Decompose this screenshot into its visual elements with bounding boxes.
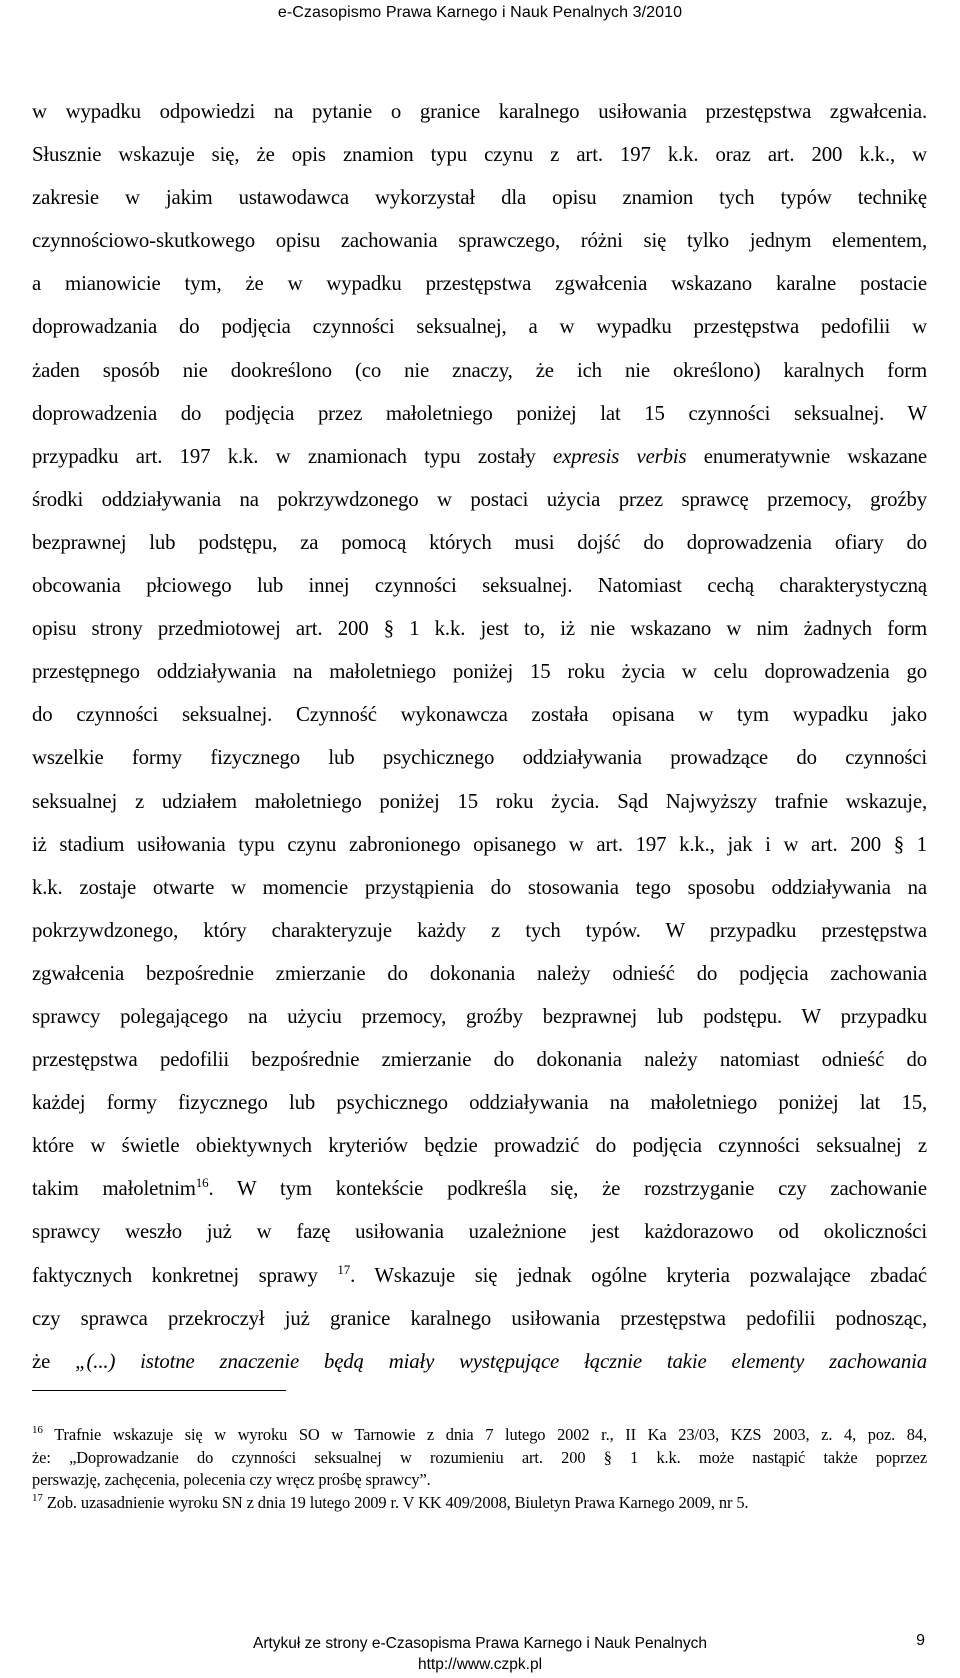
body-line-12: obcowania płciowego lub innej czynności seksualnej. Natomiast cechą charakterystyczną [32,574,927,598]
quoted-italic-text: „(...) istotne znaczenie będą miały występujące łącznie takie elementy zachowania [75,1349,927,1373]
body-line-9 [32,435,927,478]
footnote-separator [32,1390,286,1391]
body-line-30 [32,1340,927,1383]
journal-header: e-Czasopismo Prawa Karnego i Nauk Penalnych 3/2010 [277,4,683,21]
body-line-10: środki oddziaływania na pokrzywdzonego w postaci użycia przez sprawcę przemocy, groźby [32,487,927,511]
article-body [32,90,927,1383]
body-line-26 [32,1167,927,1210]
footnote-ref-16[interactable]: 16 [195,1175,209,1191]
footnote-16-line-3: perswazję, zachęcenia, polecenia czy wręcz prośbę sprawcy”. [32,1470,431,1489]
line26-text-after: . W tym kontekście podkreśla się, że rozstrzyganie czy zachowanie [208,1177,928,1201]
body-line-19: k.k. zostaje otwarte w momencie przystąpienia do stosowania tego sposobu oddziaływania na [32,875,927,899]
body-line-16: wszelkie formy fizycznego lub psychicznego oddziaływania prowadzące do czynności [32,746,927,770]
line26-text-before: takim małoletnim [32,1177,196,1201]
footnote-16-text-1: Trafnie wskazuje się w wyroku SO w Tarnowie z dnia 7 lutego 2002 r., II Ka 23/03, KZS 2003, z. 4, poz. 84, [54,1425,927,1444]
footnote-17-number: 17 [32,1491,43,1504]
line30-text-before: że [32,1349,76,1373]
body-line-3: zakresie w jakim ustawodawca wykorzystał dla opisu znamion tych typów technikę [32,186,927,210]
body-line-17: seksualnej z udziałem małoletniego poniżej 15 roku życia. Sąd Najwyższy trafnie wskazuje, [32,789,927,813]
footnote-16-number: 16 [32,1424,43,1436]
footer-source: Artykuł ze strony e-Czasopisma Prawa Karnego i Nauk Penalnych [252,1635,707,1652]
body-line-21: zgwałcenia bezpośrednie zmierzanie do dokonania należy odnieść do podjęcia zachowania [32,961,927,985]
body-line-14: przestępnego oddziaływania na małoletniego poniżej 15 roku życia w celu doprowadzenia go [32,660,927,684]
body-line-29: czy sprawca przekroczył już granice karalnego usiłowania przestępstwa pedofilii podnosząc, [32,1306,927,1330]
body-line-13: opisu strony przedmiotowej art. 200 § 1 k.k. jest to, iż nie wskazano w nim żadnych form [32,617,927,641]
body-line-4: czynnościowo-skutkowego opisu zachowania sprawczego, różni się tylko jednym elementem, [32,229,927,253]
body-line-27: sprawcy weszło już w fazę usiłowania uzależnione jest każdorazowo od okoliczności [32,1220,927,1244]
body-line-22: sprawcy polegającego na użyciu przemocy, groźby bezprawnej lub podstępu. W przypadku [32,1004,927,1028]
body-line-8: doprowadzenia do podjęcia przez małoletniego poniżej lat 15 czynności seksualnej. W [32,401,927,425]
body-line-7: żaden sposób nie dookreślono (co nie znaczy, że ich nie określono) karalnych form [32,358,927,382]
body-line-2: Słusznie wskazuje się, że opis znamion typu czynu z art. 197 k.k. oraz art. 200 k.k., w [32,143,927,167]
footnote-17-text-1: Zob. uzasadnienie wyroku SN z dnia 19 lutego 2009 r. V KK 409/2008, Biuletyn Prawa Karnego 2009, nr 5. [46,1492,749,1512]
footnote-16-line-1 [32,1424,927,1447]
footnote-ref-17[interactable]: 17 [337,1261,351,1277]
body-line-11: bezprawnej lub podstępu, za pomocą których musi dojść do doprowadzenia ofiary do [32,530,927,554]
footnote-16-line-2: że: „Doprowadzanie do czynności seksualnej w rozumieniu art. 200 § 1 k.k. może nastąpić także poprzez [32,1447,927,1467]
body-line-28 [32,1254,927,1297]
line28-text-before: faktycznych konkretnej sprawy [32,1263,338,1287]
body-line-23: przestępstwa pedofilii bezpośrednie zmierzanie do dokonania należy natomiast odnieść do [32,1048,927,1072]
footnote-17-line-1 [32,1492,927,1515]
line9-text-after: enumeratywnie wskazane [686,444,927,468]
body-line-24: każdej formy fizycznego lub psychicznego oddziaływania na małoletniego poniżej lat 15, [32,1091,927,1115]
body-line-20: pokrzywdzonego, który charakteryzuje każdy z tych typów. W przypadku przestępstwa [32,918,927,942]
body-line-6: doprowadzania do podjęcia czynności seksualnej, a w wypadku przestępstwa pedofilii w [32,315,927,339]
body-line-18: iż stadium usiłowania typu czynu zabronionego opisanego w art. 197 k.k., jak i w art. 200 § 1 [32,832,927,856]
page-number: 9 [916,1632,925,1649]
line9-text-before: przypadku art. 197 k.k. w znamionach typu zostały [32,444,554,468]
body-line-1: w wypadku odpowiedzi na pytanie o granice karalnego usiłowania przestępstwa zgwałcenia. [32,100,927,123]
body-line-5: a mianowicie tym, że w wypadku przestępstwa zgwałcenia wskazano karalne postacie [32,272,927,296]
body-line-15: do czynności seksualnej. Czynność wykonawcza została opisana w tym wypadku jako [32,703,927,727]
body-line-25: które w świetle obiektywnych kryteriów będzie prowadzić do podjęcia czynności seksualnej z [32,1134,927,1158]
footer-url[interactable]: http://www.czpk.pl [417,1656,543,1673]
latin-phrase: expresis verbis [553,444,687,468]
line28-text-after: . Wskazuje się jednak ogólne kryteria pozwalające zbadać [350,1263,928,1287]
footnotes [32,1424,927,1514]
